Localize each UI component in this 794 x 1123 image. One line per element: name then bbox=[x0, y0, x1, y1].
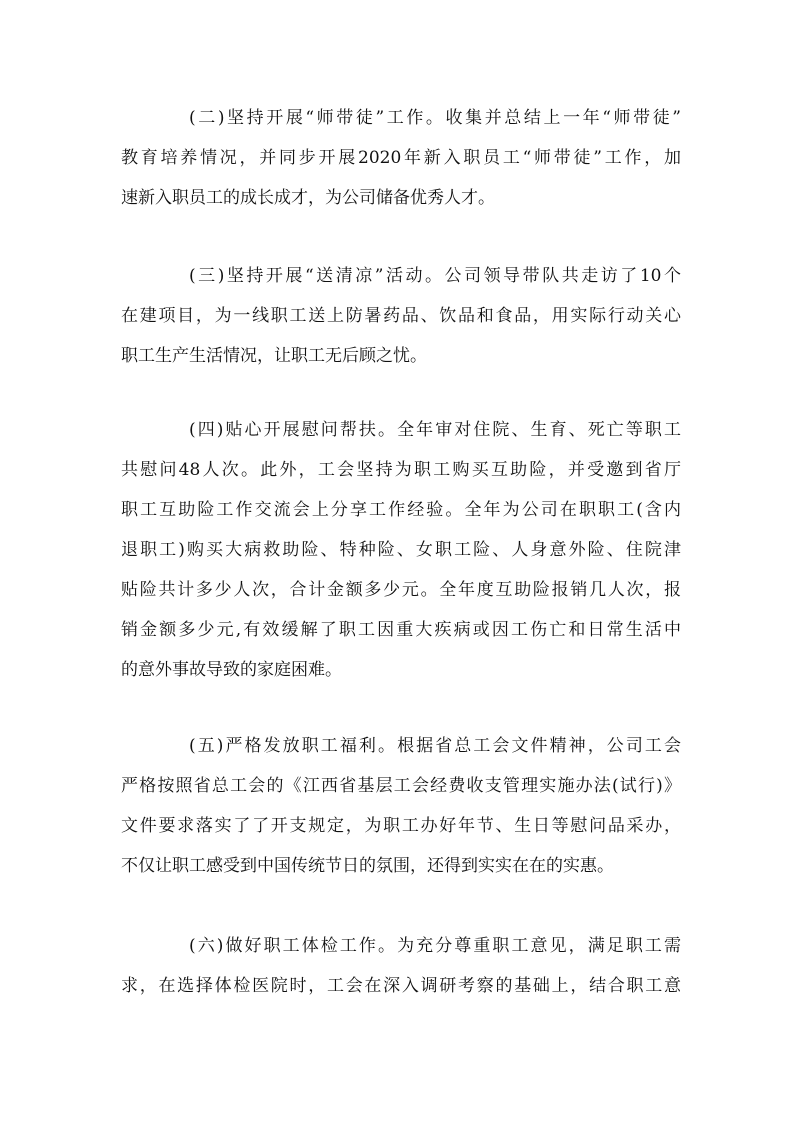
paragraph-mentorship bbox=[121, 98, 681, 218]
paragraph-line: 退职工)购买大病救助险、特种险、女职工险、人身意外险、住院津 bbox=[121, 540, 681, 560]
paragraph-line: (五)严格发放职工福利。根据省总工会文件精神，公司工会 bbox=[189, 736, 681, 756]
paragraph-line: (三)坚持开展“送清凉”活动。公司领导带队共走访了10个 bbox=[189, 266, 681, 286]
paragraph-summer-care bbox=[121, 256, 681, 376]
paragraph-line: 共慰问48人次。此外，工会坚持为职工购买互助险，并受邀到省厅 bbox=[121, 460, 681, 480]
paragraph-line: 严格按照省总工会的《江西省基层工会经费收支管理实施办法(试行)》 bbox=[121, 776, 681, 796]
paragraph-line: 文件要求落实了了开支规定，为职工办好年节、生日等慰问品采办， bbox=[121, 816, 681, 836]
paragraph-line: 速新入职员工的成长成才，为公司储备优秀人才。 bbox=[121, 188, 495, 208]
paragraph-line: 的意外事故导致的家庭困难。 bbox=[121, 660, 342, 680]
paragraph-line: 求，在选择体检医院时，工会在深入调研考察的基础上，结合职工意 bbox=[121, 976, 681, 996]
paragraph-health-checkup bbox=[121, 926, 681, 1006]
paragraph-condolence-support bbox=[121, 410, 681, 690]
paragraph-line: (二)坚持开展“师带徒”工作。收集并总结上一年“师带徒” bbox=[189, 108, 681, 128]
paragraph-line: 贴险共计多少人次，合计金额多少元。全年度互助险报销几人次，报 bbox=[121, 580, 681, 600]
paragraph-line: 在建项目，为一线职工送上防暑药品、饮品和食品，用实际行动关心 bbox=[121, 306, 681, 326]
paragraph-line: (六)做好职工体检工作。为充分尊重职工意见，满足职工需 bbox=[189, 936, 681, 956]
paragraph-line: 职工互助险工作交流会上分享工作经验。全年为公司在职职工(含内 bbox=[121, 500, 681, 520]
paragraph-line: 不仅让职工感受到中国传统节日的氛围，还得到实实在在的实惠。 bbox=[121, 856, 614, 876]
paragraph-line: 职工生产生活情况，让职工无后顾之忧。 bbox=[121, 346, 427, 366]
paragraph-employee-benefits bbox=[121, 726, 681, 886]
paragraph-line: 销金额多少元,有效缓解了职工因重大疾病或因工伤亡和日常生活中 bbox=[121, 620, 681, 640]
paragraph-line: 教育培养情况，并同步开展2020年新入职员工“师带徒”工作，加 bbox=[121, 148, 681, 168]
paragraph-line: (四)贴心开展慰问帮扶。全年审对住院、生育、死亡等职工 bbox=[189, 420, 681, 440]
